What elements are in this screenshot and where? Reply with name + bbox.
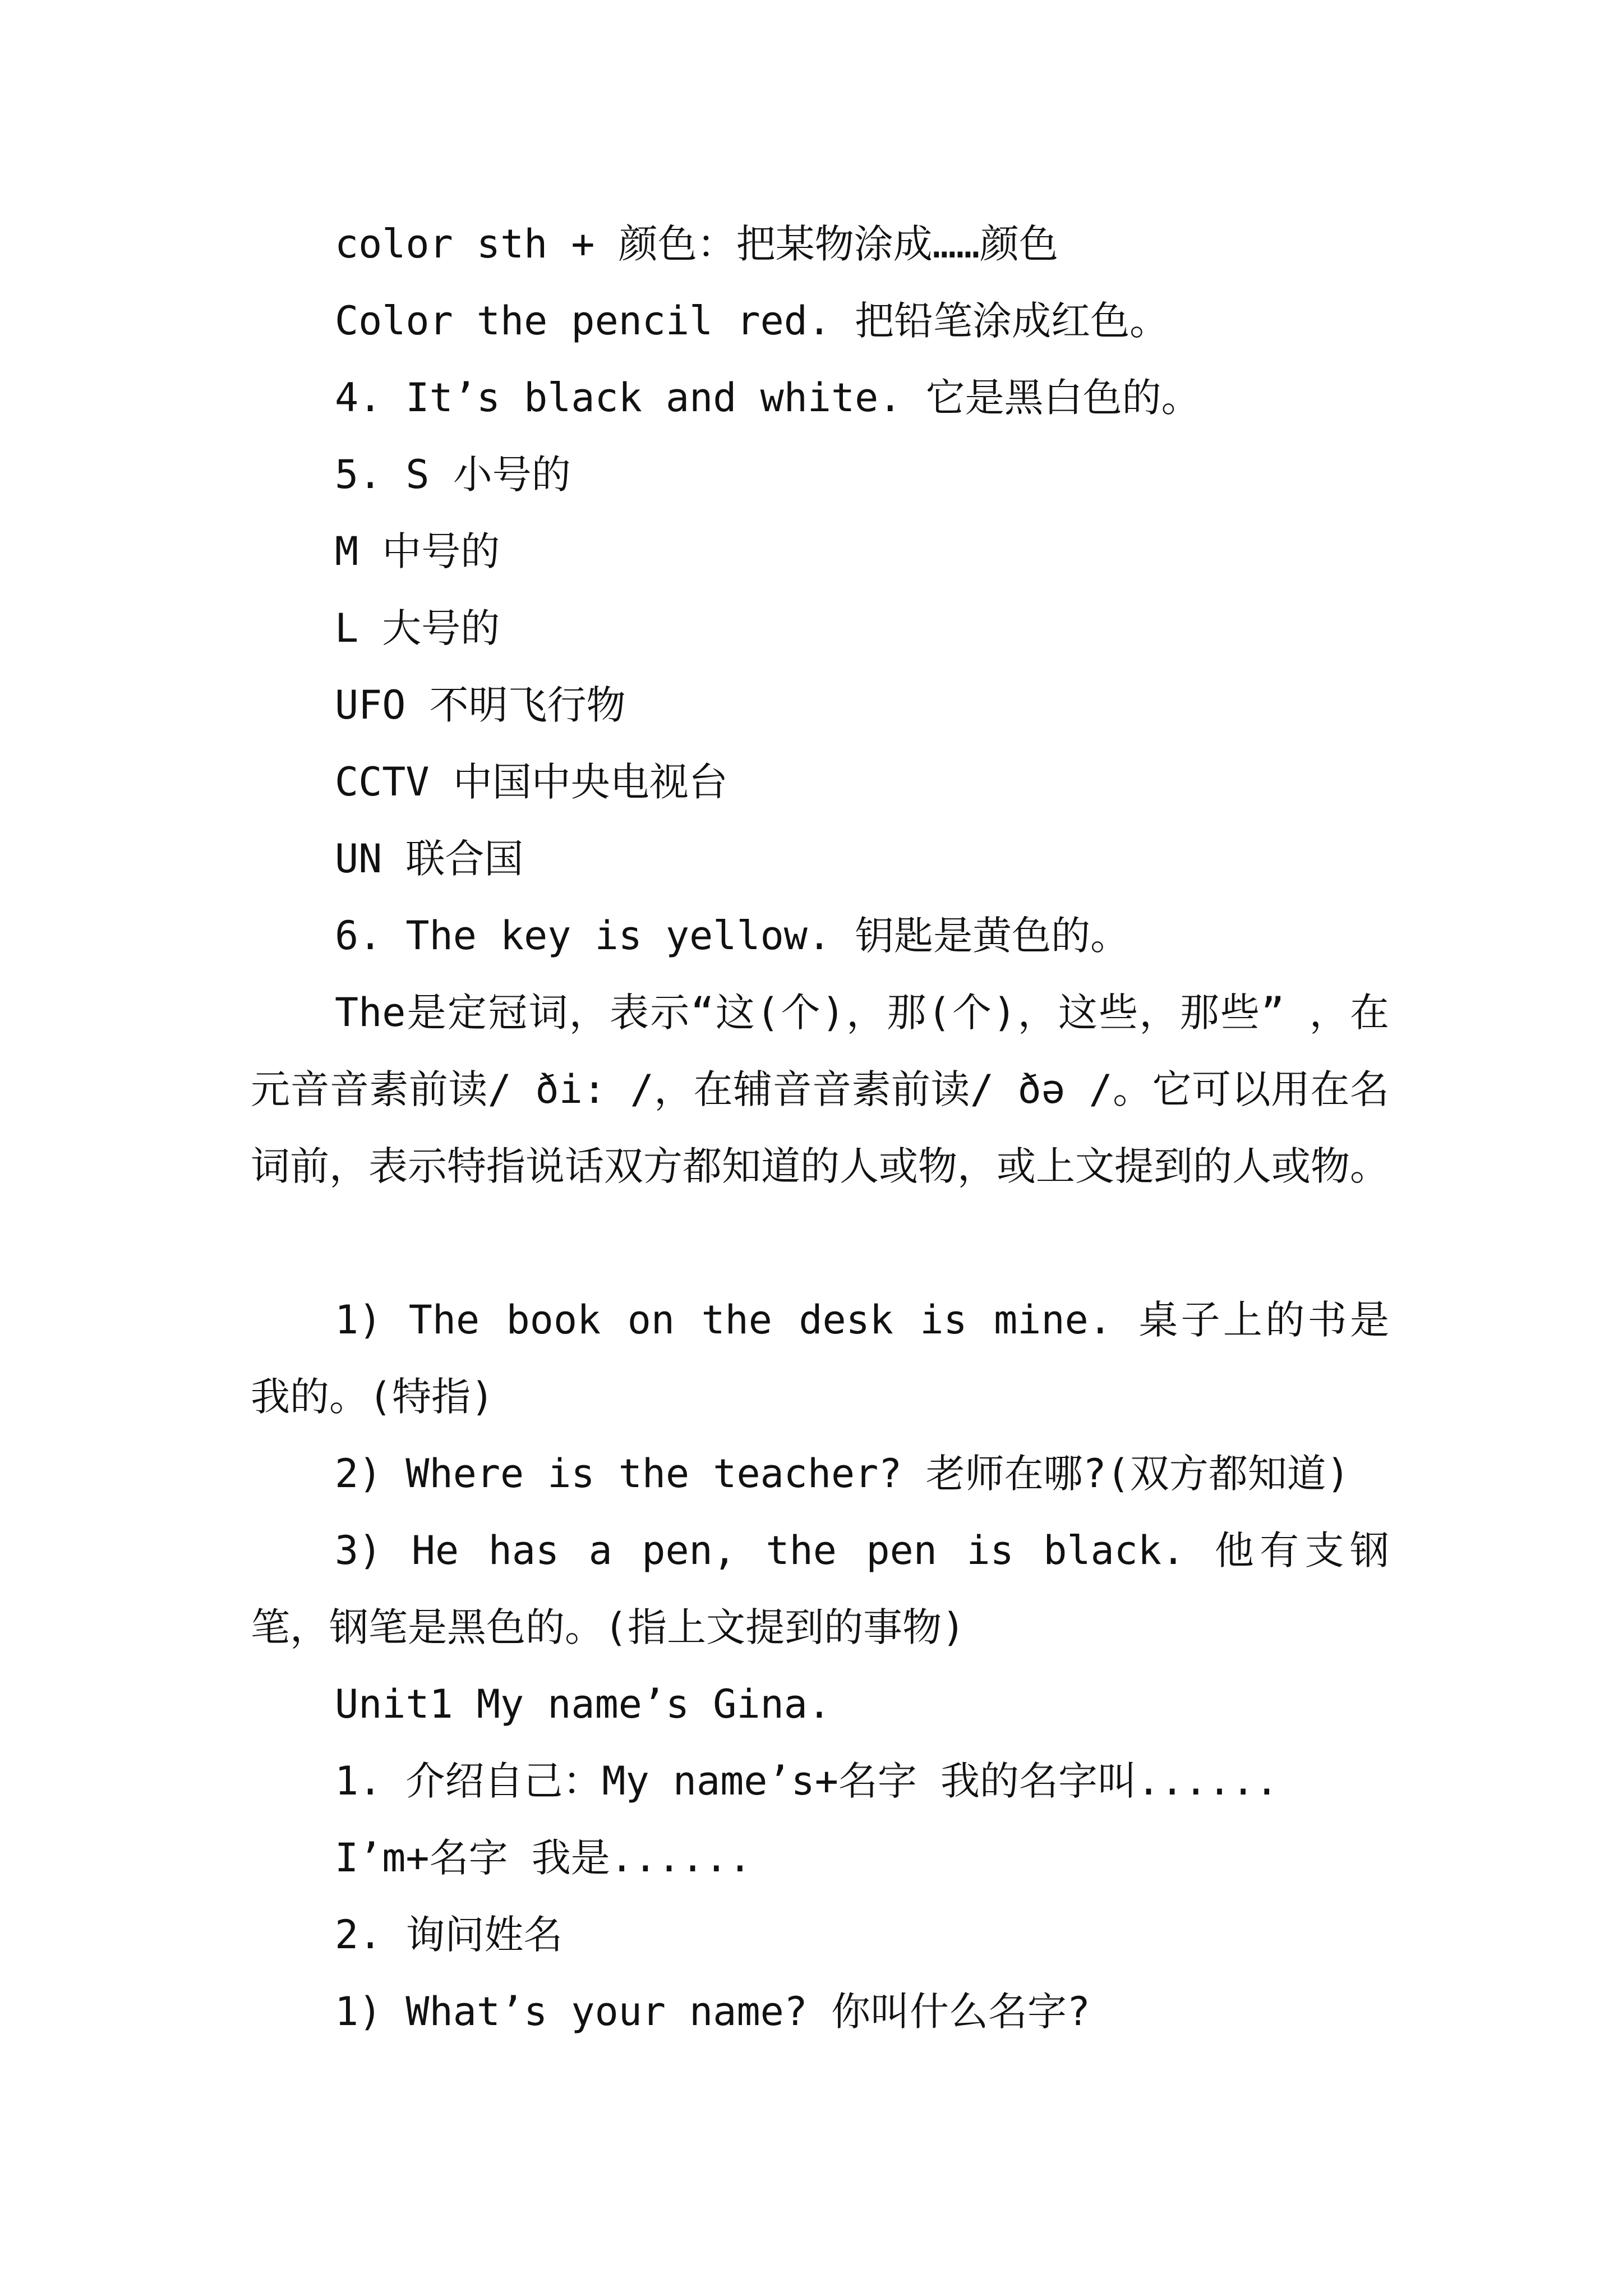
text-line: color sth + 颜色：把某物涂成……颜色 — [335, 221, 1059, 267]
text-line: UFO 不明飞行物 — [335, 682, 626, 728]
text-line: CCTV 中国中央电视台 — [335, 759, 728, 805]
text-line: I’m+名字 我是...... — [335, 1835, 752, 1881]
paragraph-definite-article: The是定冠词，表示“这(个)，那(个)，这些，那些” ，在元音音素前读/ ði: /，在辅音音素前读/ ðə /。它可以用在名词前，表示特指说话双方都知道的人或物，或上文提到的人或物。 — [251, 990, 1389, 1189]
text-line: 1. 介绍自己：My name’s+名字 我的名字叫...... — [335, 1758, 1279, 1804]
text-line: Color the pencil red. 把铅笔涂成红色。 — [335, 298, 1169, 344]
example-sentence: 2) Where is the teacher? 老师在哪?(双方都知道) — [335, 1451, 1350, 1497]
text-line: M 中号的 — [335, 528, 500, 574]
example-sentence: 3) He has a pen, the pen is black. 他有支钢笔，钢笔是黑色的。(指上文提到的事物) — [251, 1527, 1389, 1650]
text-line: 6. The key is yellow. 钥匙是黄色的。 — [335, 913, 1130, 959]
text-line: 4. It’s black and white. 它是黑白色的。 — [335, 375, 1201, 421]
text-line: 1) What’s your name? 你叫什么名字? — [335, 1989, 1091, 2035]
text-line: L 大号的 — [335, 605, 500, 651]
example-sentence: 1) The book on the desk is mine. 桌子上的书是我的。(特指) — [251, 1297, 1389, 1420]
text-line: 5. S 小号的 — [335, 452, 571, 498]
text-line: UN 联合国 — [335, 836, 524, 882]
section-title: Unit1 My name’s Gina. — [335, 1681, 832, 1727]
text-line: 2. 询问姓名 — [335, 1912, 563, 1958]
